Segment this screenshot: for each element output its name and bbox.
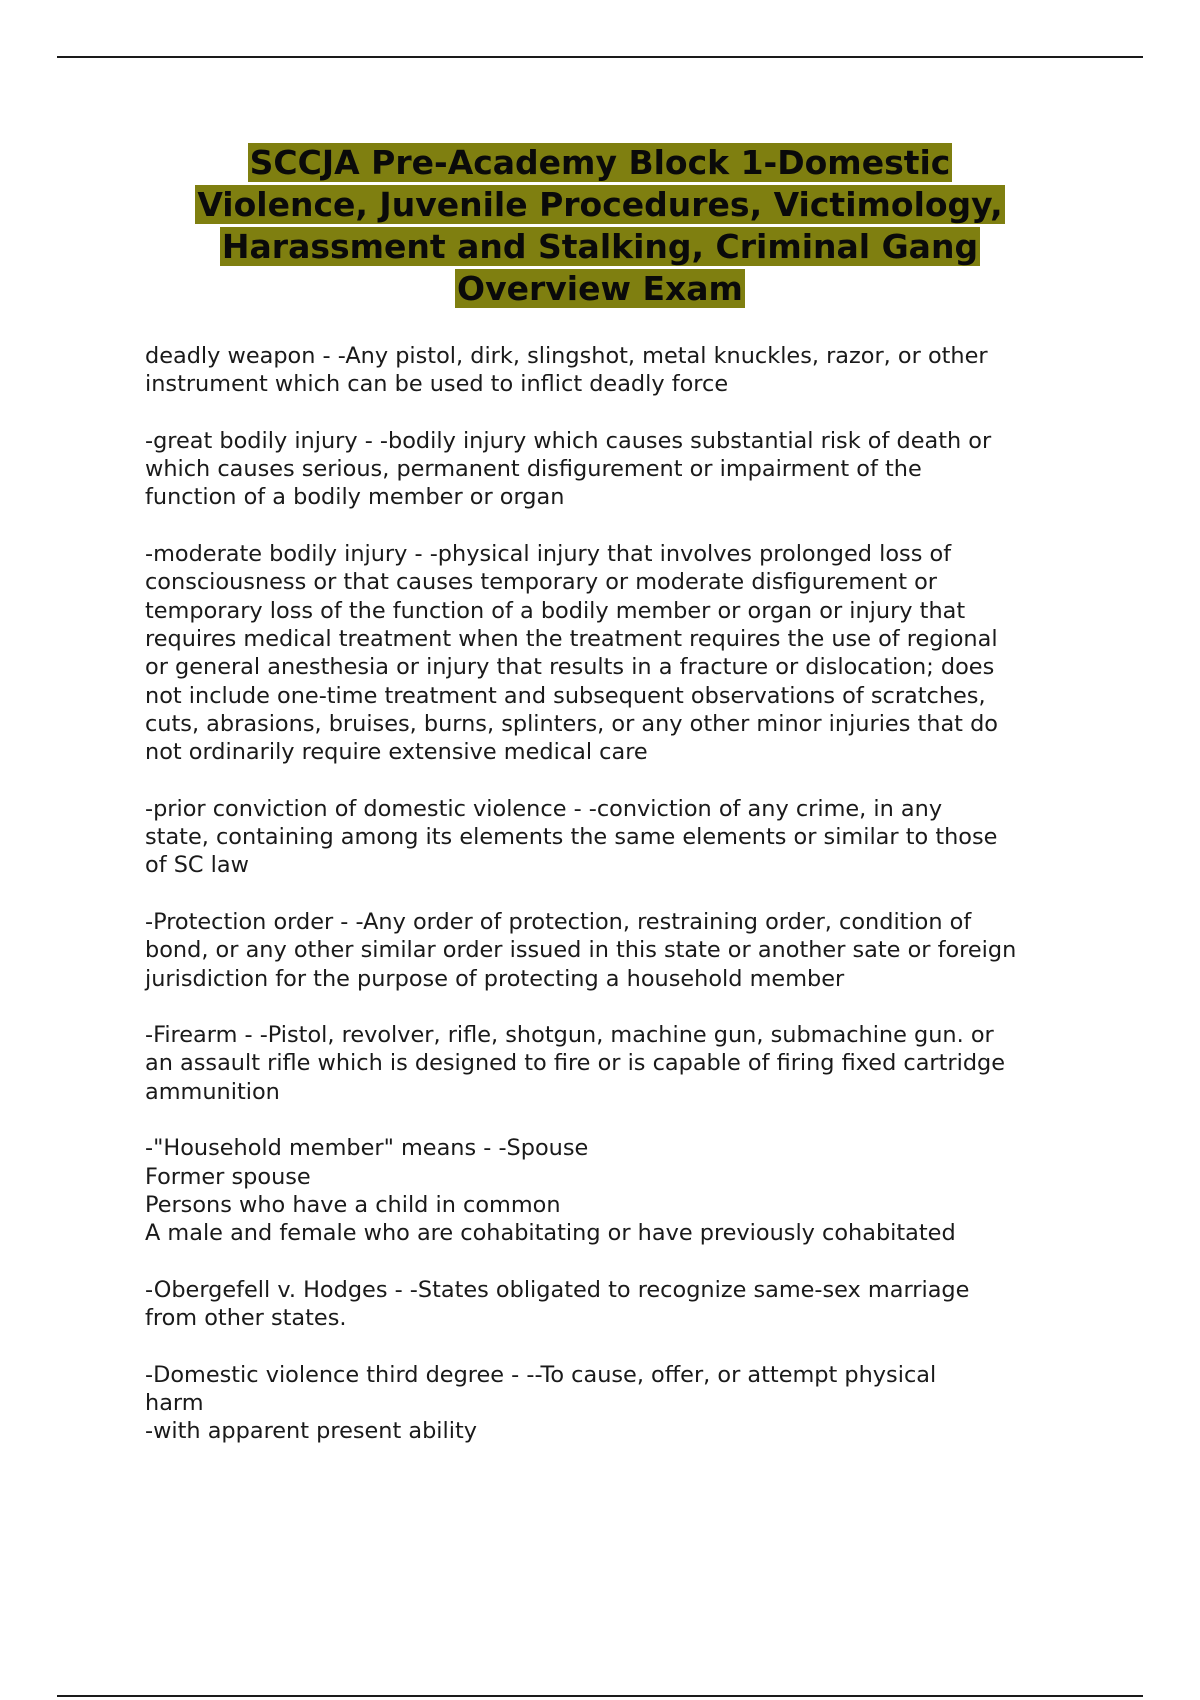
entry-line: -Firearm - -Pistol, revolver, rifle, shotgun, machine gun, submachine gun. or bbox=[145, 1022, 994, 1049]
entry-line: -"Household member" means - -Spouse bbox=[145, 1135, 589, 1162]
entry-line: not include one-time treatment and subsequent observations of scratches, bbox=[145, 682, 986, 709]
entry-line: deadly weapon - -Any pistol, dirk, slingshot, metal knuckles, razor, or other bbox=[145, 343, 988, 369]
entry-line: -Domestic violence third degree - --To cause, offer, or attempt physical bbox=[145, 1361, 937, 1388]
entry-line: which causes serious, permanent disfigurement or impairment of the bbox=[145, 456, 922, 483]
flashcard-entry bbox=[145, 1134, 1095, 1247]
title-line: SCCJA Pre-Academy Block 1-Domestic bbox=[249, 143, 951, 182]
entry-line: temporary loss of the function of a bodily member or organ or injury that bbox=[145, 597, 966, 624]
entry-line: an assault rifle which is designed to fire or is capable of firing fixed cartridge bbox=[145, 1050, 1006, 1077]
flashcard-list bbox=[145, 342, 1095, 1474]
entry-line: -Protection order - -Any order of protection, restraining order, condition of bbox=[145, 908, 972, 935]
entry-line: not ordinarily require extensive medical care bbox=[145, 739, 648, 766]
flashcard-entry bbox=[145, 540, 1095, 766]
page-title bbox=[120, 142, 1080, 310]
entry-line: instrument which can be used to inflict deadly force bbox=[145, 371, 729, 398]
flashcard-entry bbox=[145, 1021, 1095, 1106]
bottom-rule bbox=[57, 1695, 1143, 1697]
entry-line: harm bbox=[145, 1389, 204, 1416]
entry-line: bond, or any other similar order issued in this state or another sate or foreign bbox=[145, 937, 1017, 964]
title-line: Harassment and Stalking, Criminal Gang bbox=[221, 227, 979, 266]
title-line: Overview Exam bbox=[457, 269, 743, 308]
flashcard-entry bbox=[145, 795, 1095, 880]
entry-line: jurisdiction for the purpose of protecting a household member bbox=[145, 965, 845, 992]
entry-line: Former spouse bbox=[145, 1163, 311, 1190]
flashcard-entry bbox=[145, 427, 1095, 512]
flashcard-entry bbox=[145, 1276, 1095, 1333]
entry-line: ammunition bbox=[145, 1078, 280, 1105]
entry-line: A male and female who are cohabitating or have previously cohabitated bbox=[145, 1220, 956, 1247]
entry-line: or general anesthesia or injury that results in a fracture or dislocation; does bbox=[145, 654, 995, 681]
entry-line: from other states. bbox=[145, 1305, 347, 1332]
entry-line: -Obergefell v. Hodges - -States obligated to recognize same-sex marriage bbox=[145, 1276, 970, 1303]
flashcard-entry bbox=[145, 1361, 1095, 1446]
entry-line: -great bodily injury - -bodily injury which causes substantial risk of death or bbox=[145, 427, 992, 454]
entry-line: -with apparent present ability bbox=[145, 1418, 477, 1445]
top-rule bbox=[57, 56, 1143, 58]
entry-line: requires medical treatment when the treatment requires the use of regional bbox=[145, 625, 998, 652]
title-line: Violence, Juvenile Procedures, Victimology, bbox=[197, 185, 1003, 224]
entry-line: state, containing among its elements the same elements or similar to those bbox=[145, 824, 998, 851]
entry-line: cuts, abrasions, bruises, burns, splinters, or any other minor injuries that do bbox=[145, 710, 998, 737]
entry-line: of SC law bbox=[145, 852, 249, 879]
flashcard-entry bbox=[145, 908, 1095, 993]
entry-line: -prior conviction of domestic violence - -conviction of any crime, in any bbox=[145, 795, 943, 822]
entry-line: Persons who have a child in common bbox=[145, 1191, 561, 1218]
entry-line: function of a bodily member or organ bbox=[145, 484, 565, 511]
entry-line: consciousness or that causes temporary or moderate disfigurement or bbox=[145, 569, 937, 596]
flashcard-entry bbox=[145, 342, 1095, 399]
entry-line: -moderate bodily injury - -physical injury that involves prolonged loss of bbox=[145, 541, 952, 568]
